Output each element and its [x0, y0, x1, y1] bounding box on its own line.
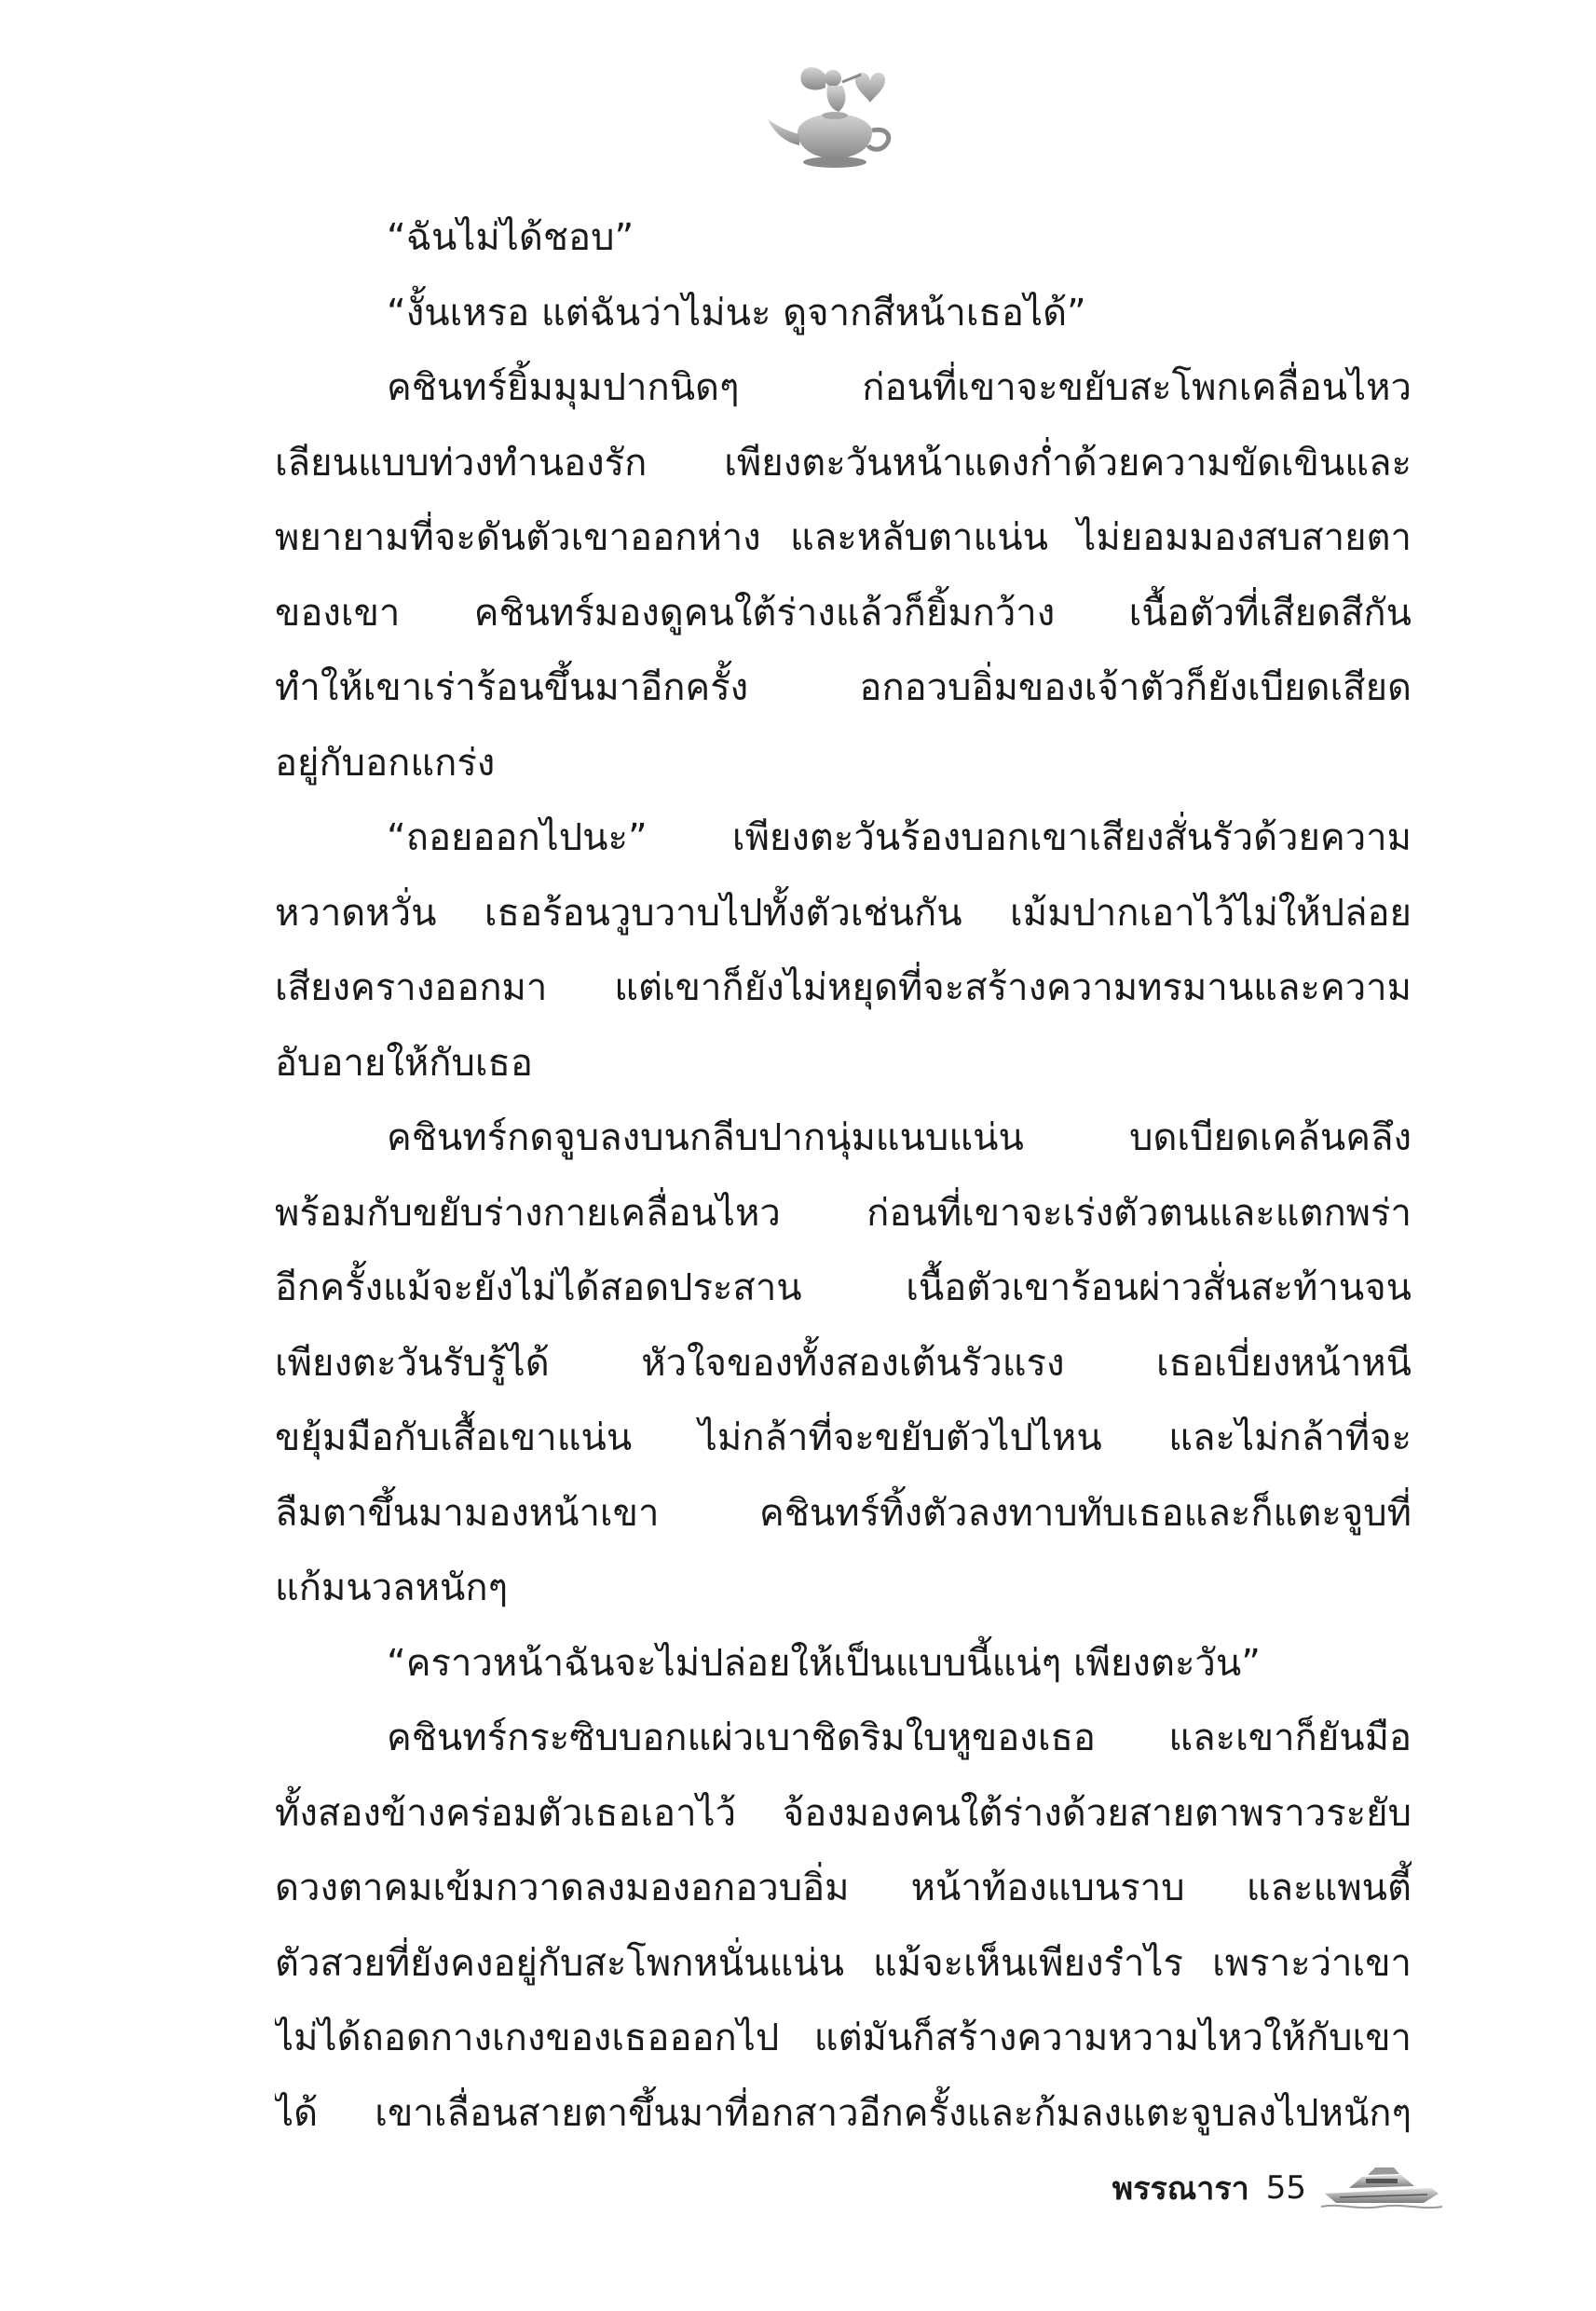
text-line: อีกครั้งแม้จะยังไม่ได้สอดประสาน เนื้อตัวเขาร้อนผ่าวสั่นสะท้านจน	[275, 1266, 1412, 1309]
text-line: เลียนแบบท่วงทำนองรัก เพียงตะวันหน้าแดงก่ำด้วยความขัดเขินและ	[275, 441, 1412, 485]
text-line: ทั้งสองข้างคร่อมตัวเธอเอาไว้ จ้องมองคนใต้ร่างด้วยสายตาพราวระยับ	[275, 1791, 1412, 1835]
text-line: อับอายให้กับเธอ	[275, 1041, 533, 1085]
book-title: พรรณารา	[1112, 2170, 1249, 2208]
text-line: ของเขา คชินทร์มองดูคนใต้ร่างแล้วก็ยิ้มกว้าง เนื้อตัวที่เสียดสีกัน	[275, 591, 1412, 635]
page-number: 55	[1265, 2169, 1306, 2207]
text-line: “คราวหน้าฉันจะไม่ปล่อยให้เป็นแบบนี้แน่ๆ เพียงตะวัน”	[387, 1641, 1261, 1685]
text-line: คชินทร์กระซิบบอกแผ่วเบาชิดริมใบหูของเธอ และเขาก็ยันมือ	[387, 1716, 1412, 1759]
text-line: ขยุ้มมือกับเสื้อเขาแน่น ไม่กล้าที่จะขยับตัวไปไหน และไม่กล้าที่จะ	[275, 1416, 1412, 1459]
yacht-icon	[1321, 2160, 1442, 2212]
text-line: หวาดหวั่น เธอร้อนวูบวาบไปทั้งตัวเช่นกัน เม้มปากเอาไว้ไม่ให้ปล่อย	[275, 891, 1412, 935]
text-line: พยายามที่จะดันตัวเขาออกห่าง และหลับตาแน่น ไม่ยอมมองสบสายตา	[275, 516, 1412, 559]
text-line: ไม่ได้ถอดกางเกงของเธอออกไป แต่มันก็สร้างความหวามไหวให้กับเขา	[275, 2017, 1412, 2059]
text-line: เพียงตะวันรับรู้ได้ หัวใจของทั้งสองเต้นรัวแรง เธอเบี่ยงหน้าหนี	[275, 1341, 1412, 1385]
page-footer	[1112, 2160, 1340, 2216]
text-line: “ฉันไม่ได้ชอบ”	[387, 216, 634, 259]
text-line: ตัวสวยที่ยังคงอยู่กับสะโพกหนั่นแน่น แม้จะเห็นเพียงรำไร เพราะว่าเขา	[275, 1941, 1412, 1985]
text-line: ได้ เขาเลื่อนสายตาขึ้นมาที่อกสาวอีกครั้งและก้มลงแตะจูบลงไปหนักๆ	[275, 2091, 1412, 2135]
text-line: คชินทร์กดจูบลงบนกลีบปากนุ่มแนบแน่น บดเบียดเคล้นคลึง	[387, 1116, 1412, 1159]
text-line: “ถอยออกไปนะ” เพียงตะวันร้องบอกเขาเสียงสั่นรัวด้วยความ	[387, 816, 1412, 859]
text-line: แก้มนวลหนักๆ	[275, 1566, 509, 1609]
text-line: เสียงครางออกมา แต่เขาก็ยังไม่หยุดที่จะสร้างความทรมานและความ	[275, 966, 1412, 1009]
text-line: คชินทร์ยิ้มมุมปากนิดๆ ก่อนที่เขาจะขยับสะโพกเคลื่อนไหว	[387, 366, 1412, 409]
text-line: พร้อมกับขยับร่างกายเคลื่อนไหว ก่อนที่เขาจะเร่งตัวตนและแตกพร่า	[275, 1191, 1412, 1235]
body-text	[275, 200, 1412, 2151]
text-line: อยู่กับอกแกร่ง	[275, 741, 496, 785]
text-line: ดวงตาคมเข้มกวาดลงมองอกอวบอิ่ม หน้าท้องแบนราบ และแพนตี้	[275, 1867, 1412, 1909]
cupid-teapot-icon	[760, 54, 909, 175]
text-line: “งั้นเหรอ แต่ฉันว่าไม่นะ ดูจากสีหน้าเธอได้”	[387, 291, 1086, 335]
text-line: ลืมตาขึ้นมามองหน้าเขา คชินทร์ทิ้งตัวลงทาบทับเธอและก็แตะจูบที่	[275, 1491, 1412, 1535]
text-line: ทำให้เขาเร่าร้อนขึ้นมาอีกครั้ง อกอวบอิ่มของเจ้าตัวก็ยังเบียดเสียด	[275, 666, 1412, 709]
